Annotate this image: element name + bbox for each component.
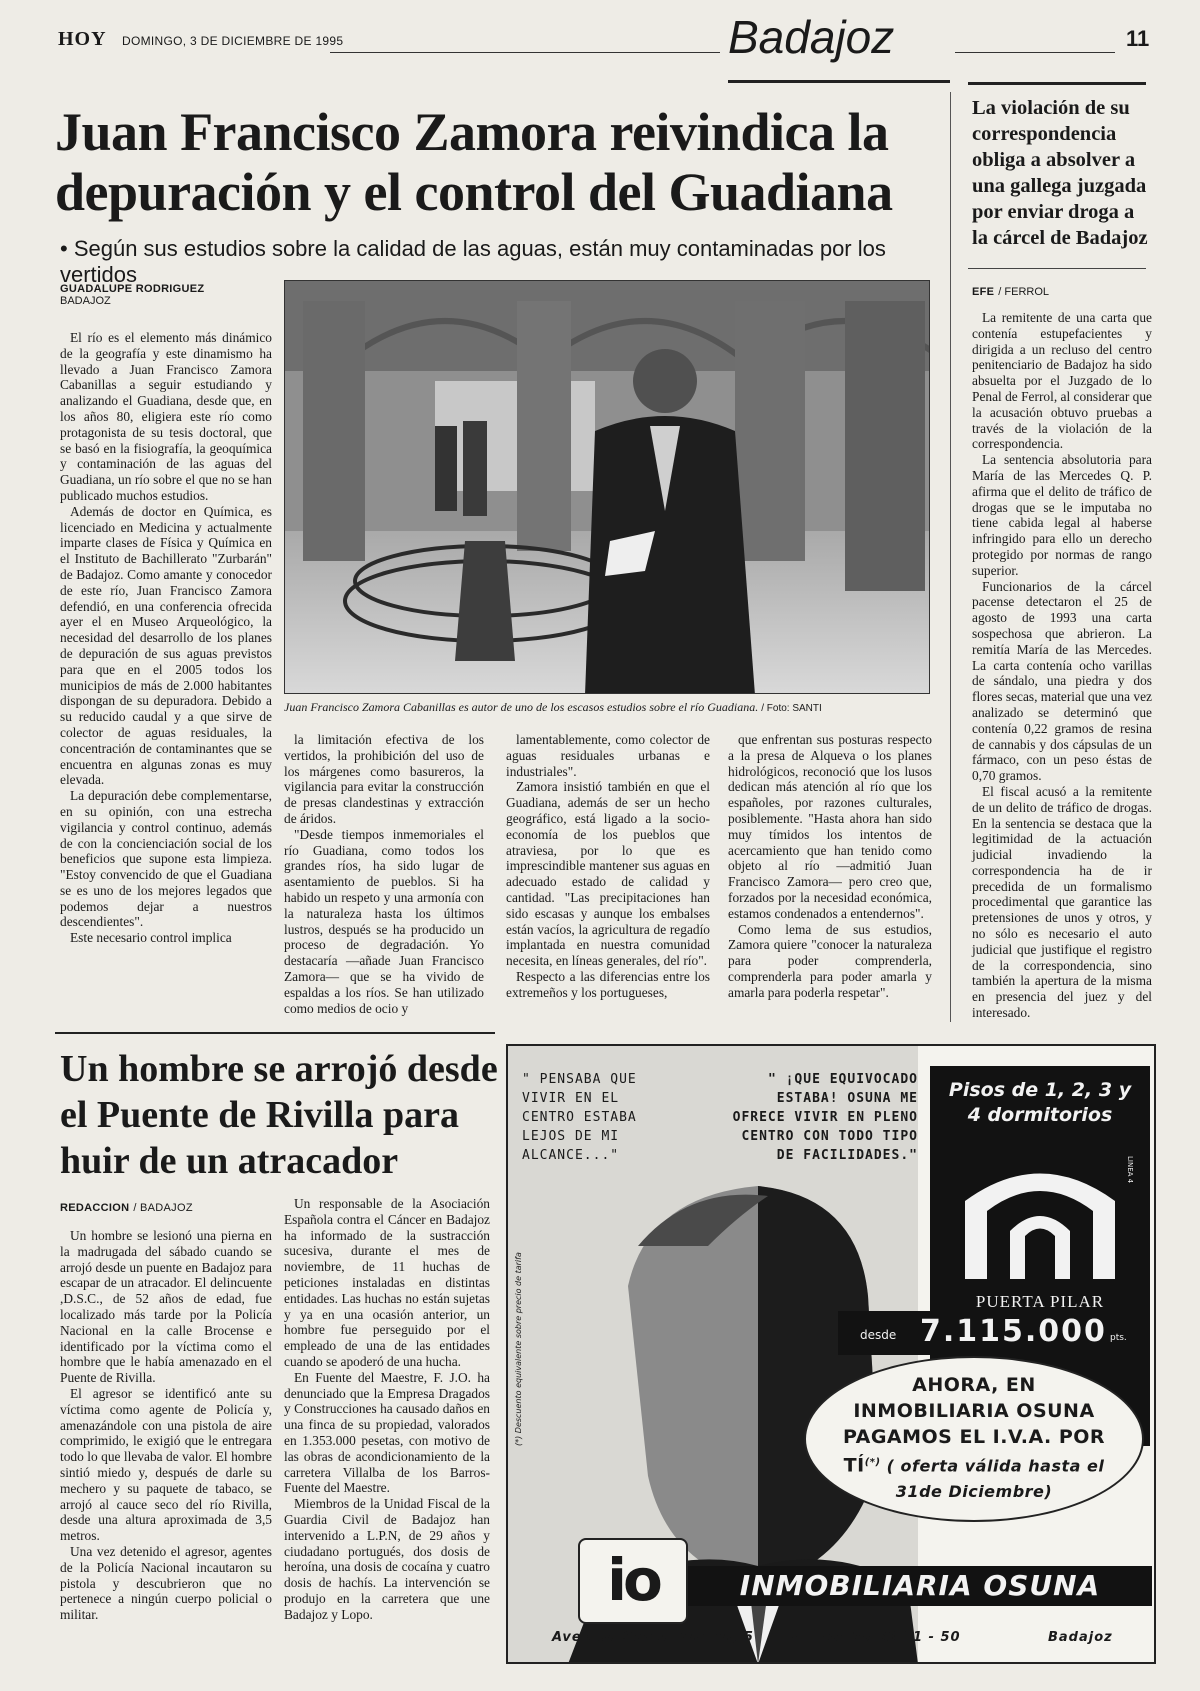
ad-price-bar [838, 1311, 1148, 1355]
paragraph: que enfrentan sus posturas respecto a la presa de Alqueva o los planes hidrológicos, reconoció que los lusos dedican más atención al río que los españoles, por razones culturales, posiblemente. "Hasta ahora han sido muy tímidos los intentos de acercamiento que han tenido como objeto al río —admitió Juan Francisco Zamora— pero creo que, forzados por la necesidad económica, estamos condenados a entendernos". [728, 732, 932, 921]
lower-article-col-1 [60, 1228, 272, 1623]
paragraph: Una vez detenido el agresor, agentes de la Policía Nacional incautaron su pistola y descubrieron que no pertenece a ningún cuerpo policial o militar. [60, 1543, 272, 1623]
photo-caption-text: Juan Francisco Zamora Cabanillas es autor de uno de los escasos estudios sobre el río Guadiana. [284, 700, 759, 714]
paragraph: "Desde tiempos inmemoriales el río Guadiana, como todos los grandes ríos, ha sido lugar de asentamiento de pueblos. Si ha habido un respeto y una armonía con la naturaleza hasta los últimos lustros, después se ha producido un proceso de degradación. Yo destacaría —añade Juan Francisco Zamora— que se ha vivido de espaldas a los ríos. Se han utilizado como medios de ocio y [284, 826, 484, 1016]
paragraph: Como lema de sus estudios, Zamora quiere "conocer la naturaleza para poder comprenderla, comprenderla para poder amarla y amarla para poderla respetar". [728, 921, 932, 1000]
main-headline-line-2: depuración y el control del Guadiana [55, 162, 893, 222]
sidebar-headline: La violación de su correspondencia obliga a absolver a una gallega juzgada por enviar droga a la cárcel de Badajoz [972, 97, 1148, 249]
header-rule-left [330, 52, 720, 53]
ad-offer-line: ( oferta válida hasta el [886, 1456, 1105, 1476]
paragraph: La remitente de una carta que contenía estupefacientes y dirigida a un recluso del centro penitenciario de Badajoz ha sido absuelta por el Juzgado de lo Penal de Ferrol, al considerar que la acusación obtuvo pruebas a través de la violación de la correspondencia. [972, 310, 1152, 452]
sidebar-body [972, 310, 1152, 1021]
sidebar-rule [968, 268, 1146, 269]
archway-logo [955, 1161, 1125, 1281]
paragraph: El agresor se identificó ante su víctima como agente de Policía y, amenazándole con una pistola de aire comprimido, le exigió que le entregara todo lo que llevaba de valor. El hombre sintió miedo y, después de darle su mechero y su paquete de tabaco, se arrojó al cauce seco del río Rivilla, desde una altura aproximada de 3,5 metros. [60, 1385, 272, 1544]
ad-offer-line: 31de Diciembre) [895, 1482, 1053, 1502]
ad-city: Badajoz [1048, 1630, 1113, 1645]
lower-byline: REDACCION [60, 1202, 130, 1214]
ad-offer-text [806, 1358, 1142, 1505]
ad-offer-line: INMOBILIARIA OSUNA [853, 1400, 1095, 1422]
ad-phone: Tlf: 25 53 11 - 50 [818, 1630, 961, 1645]
company-logo-letters: io [607, 1546, 659, 1614]
ad-separator: - [792, 1630, 799, 1645]
paragraph: Además de doctor en Química, es licenciado en Medicina y actualmente imparte clases de Física y Química en el Instituto de Bachillerato "Zurbarán" de Badajoz. Como amante y conocedor de este río, Juan Francisco Zamora defendió, en una conferencia ofrecida ayer el en Museo Arqueológico, la necesidad del desarrollo de los planes de depuración de sus aguas previstos para que en el 2005 todos los municipios de más de 2.000 habitantes dispongan de su depuradora. Debido a su reducido caudal y a que sirve de colector de aguas residuales, la concentración de contaminantes que se encuentra en algunas zonas es muy elevada. [60, 503, 272, 788]
ad-offer-ti: TÍ [843, 1454, 865, 1477]
sidebar-byline-block [972, 282, 1049, 300]
page-number: 11 [1126, 26, 1150, 51]
ad-offer-ellipse [804, 1356, 1144, 1522]
main-headline [55, 102, 935, 222]
paragraph: Funcionarios de la cárcel pacense detectaron el 25 de agosto de 1993 una carta sospechosa que abrieron. La remitía María de las Mercedes. La carta contenía ocho varillas de sándalo, una piedra y dos flores secas, material que una vez analizado se determinó que contenía 0,22 gramos de resina de cannabis y dos cápsulas de un fármaco, con un peso éstas de 0,70 gramos. [972, 578, 1152, 784]
paragraph: La depuración debe complementarse, en su opinión, con una estrecha vigilancia y control continuo, además de con la concienciación social de los beneficios que supone esta limpieza. "Estoy convencido de que el Guadiana se es uno de los mejores legados que podemos dejar a nuestros descendientes". [60, 788, 272, 930]
ad-quote-left: " PENSABA QUE VIVIR EN EL CENTRO ESTABA LEJOS DE MI ALCANCE..." [522, 1072, 637, 1163]
main-article-col-2 [284, 732, 484, 1016]
ad-price: 7.115.000 [920, 1314, 1107, 1349]
section-title: Badajoz [728, 11, 895, 63]
dateline: DOMINGO, 3 DE DICIEMBRE DE 1995 [122, 34, 344, 48]
masthead: HOY [58, 28, 107, 50]
main-article-col-3 [506, 732, 710, 1001]
main-byline-place: BADAJOZ [60, 295, 111, 307]
photo-caption [284, 700, 930, 715]
ad-disclaimer: (*) Descuento equivalente sobre precio de tarifa [514, 1252, 523, 1446]
paragraph: lamentablemente, como colector de aguas residuales urbanas e industriales". [506, 732, 710, 779]
column-divider [950, 92, 951, 1022]
lower-article-rule [55, 1032, 495, 1034]
main-headline-line-1: Juan Francisco Zamora reivindica la [55, 102, 889, 162]
photo-credit: / Foto: SANTI [761, 703, 822, 714]
company-name: INMOBILIARIA OSUNA [688, 1566, 1152, 1606]
article-photo [284, 280, 930, 694]
ad-address: Avenida Santa Marina, 5 [552, 1630, 754, 1645]
paragraph: La sentencia absolutoria para María de las Mercedes Q. P. afirma que el delito de tráfico de drogas que se le imputaba no tiene cabida legal al haberse infringido para ello un derecho protegido por normas de rango superior. [972, 452, 1152, 578]
ad-building-name: PUERTA PILAR [975, 1292, 1105, 1311]
ad-quote-right: " ¡QUE EQUIVOCADO ESTABA! OSUNA ME OFRECE VIVIR EN PLENO CENTRO CON TODO TIPO DE FACILIDADES." [732, 1072, 918, 1163]
paragraph: Miembros de la Unidad Fiscal de la Guardia Civil de Badajoz han intervenido a L.P.N, de 29 años y ciudadano portugués, dos dosis de heroína, una dosis de cocaína y cuatro dosis de hachís. La intervención se produjo en la carretera que une Badajoz y Lopo. [284, 1496, 490, 1622]
ad-side-tag: LINEA 4 [1126, 1156, 1134, 1184]
paragraph: En Fuente del Maestre, F. J.O. ha denunciado que la Empresa Dragados y Construcciones ha causado daños en una finca de su propiedad, valorados en 1.353.000 pesetas, con motivo de las obras de acondicionamiento de la carretera Villalba de los Barros-Fuente del Maestre. [284, 1369, 490, 1496]
section-rule [728, 80, 950, 83]
lower-article-col-2 [284, 1196, 490, 1623]
museum-photo-illustration [285, 281, 930, 694]
main-byline-block [60, 283, 204, 307]
paragraph: El río es el elemento más dinámico de la geografía y este dinamismo ha llevado a Juan Francisco Zamora Cabanillas a seguir estudiando y analizando el Guadiana, desde que, en los años 80, eligiera este río como protagonista de su tesis doctoral, que se basó en la fisiografía, la geoquímica y contaminación de las aguas del Guadiana, un río sobre el que no se han publicado muchos estudios. [60, 330, 272, 503]
paragraph: Un hombre se lesionó una pierna en la madrugada del sábado cuando se arrojó desde un puente en Badajoz para escapar de un atracador. El delincuente ,D.S.C., de 52 años de edad, fue localizado más tarde por la Policía Nacional en la calle Brocense e identificado por la víctima como el hombre que le había amenazado en el Puente de Rivilla. [60, 1228, 272, 1386]
main-byline: GUADALUPE RODRIGUEZ [60, 283, 205, 295]
sidebar-byline: EFE [972, 286, 995, 298]
ad-offer-validity [806, 1450, 1142, 1479]
lower-byline-block [60, 1198, 193, 1216]
ad-price-suffix: pts. [1110, 1333, 1127, 1343]
ad-offer-line: PAGAMOS EL I.V.A. POR [842, 1426, 1106, 1448]
paragraph: Zamora insistió también en que el Guadiana, además de ser un hecho geográfico, está ligado a la socio-economía de los pueblos que atraviesa, por lo que es imprescindible mantener sus aguas en adecuado estado de calidad y cantidad. "Las precipitaciones han sido escasas y aunque los embalses están vacíos, la agricultura de regadío implantada en nuestra comunidad necesita, en líneas generales, del río". [506, 779, 710, 969]
ad-price-prefix: desde [860, 1328, 897, 1342]
lower-headline: Un hombre se arrojó desde el Puente de Rivilla para huir de un atracador [60, 1048, 498, 1182]
paragraph: la limitación efectiva de los vertidos, la prohibición del uso de los márgenes como basureros, la vigilancia para evitar la construcción de presas clandestinas y extracción de áridos. [284, 732, 484, 826]
paragraph: Un responsable de la Asociación Española contra el Cáncer en Badajoz ha informado de la sustracción sucesiva, durante el mes de noviembre, de 11 huchas de peticiones instaladas en distintas entidades. Las huchas no están sujetas y ya en una ocasión anterior, un hombre fue perseguido por el empleado de una de las entidades cuando se apoderó de una hucha. [284, 1196, 490, 1369]
header-rule-right [955, 52, 1115, 53]
main-article-col-4 [728, 732, 932, 1001]
advertisement [506, 1044, 1156, 1664]
ad-offer-mark: (*) [864, 1457, 881, 1468]
main-article-col-1 [60, 330, 272, 946]
paragraph: Este necesario control implica [70, 930, 232, 946]
ad-pisos-text: Pisos de 1, 2, 3 y 4 dormitorios [948, 1079, 1132, 1126]
ad-offer-line: AHORA, EN [912, 1374, 1036, 1396]
paragraph: Respecto a las diferencias entre los extremeños y los portugueses, [506, 968, 710, 1000]
sidebar-byline-place: / FERROL [998, 286, 1050, 298]
lower-byline-place: / BADAJOZ [133, 1202, 193, 1214]
sidebar-rule-top [968, 82, 1146, 85]
company-logo [578, 1538, 688, 1624]
main-deck: • Según sus estudios sobre la calidad de las aguas, están muy contaminadas por los vertidos [60, 236, 886, 287]
paragraph: El fiscal acusó a la remitente de un delito de tráfico de drogas. En la sentencia se destaca que la legitimidad de la actuación judicial invadiendo la correspondencia ha de ir precedida de un formalismo procedimental que garantice las pretensiones de unos y otros, y no sólo es necesario el auto judicial que justifique el registro de la correspondencia, sino también la apertura de la misma en presencia del juez y del interesado. [972, 783, 1152, 1021]
